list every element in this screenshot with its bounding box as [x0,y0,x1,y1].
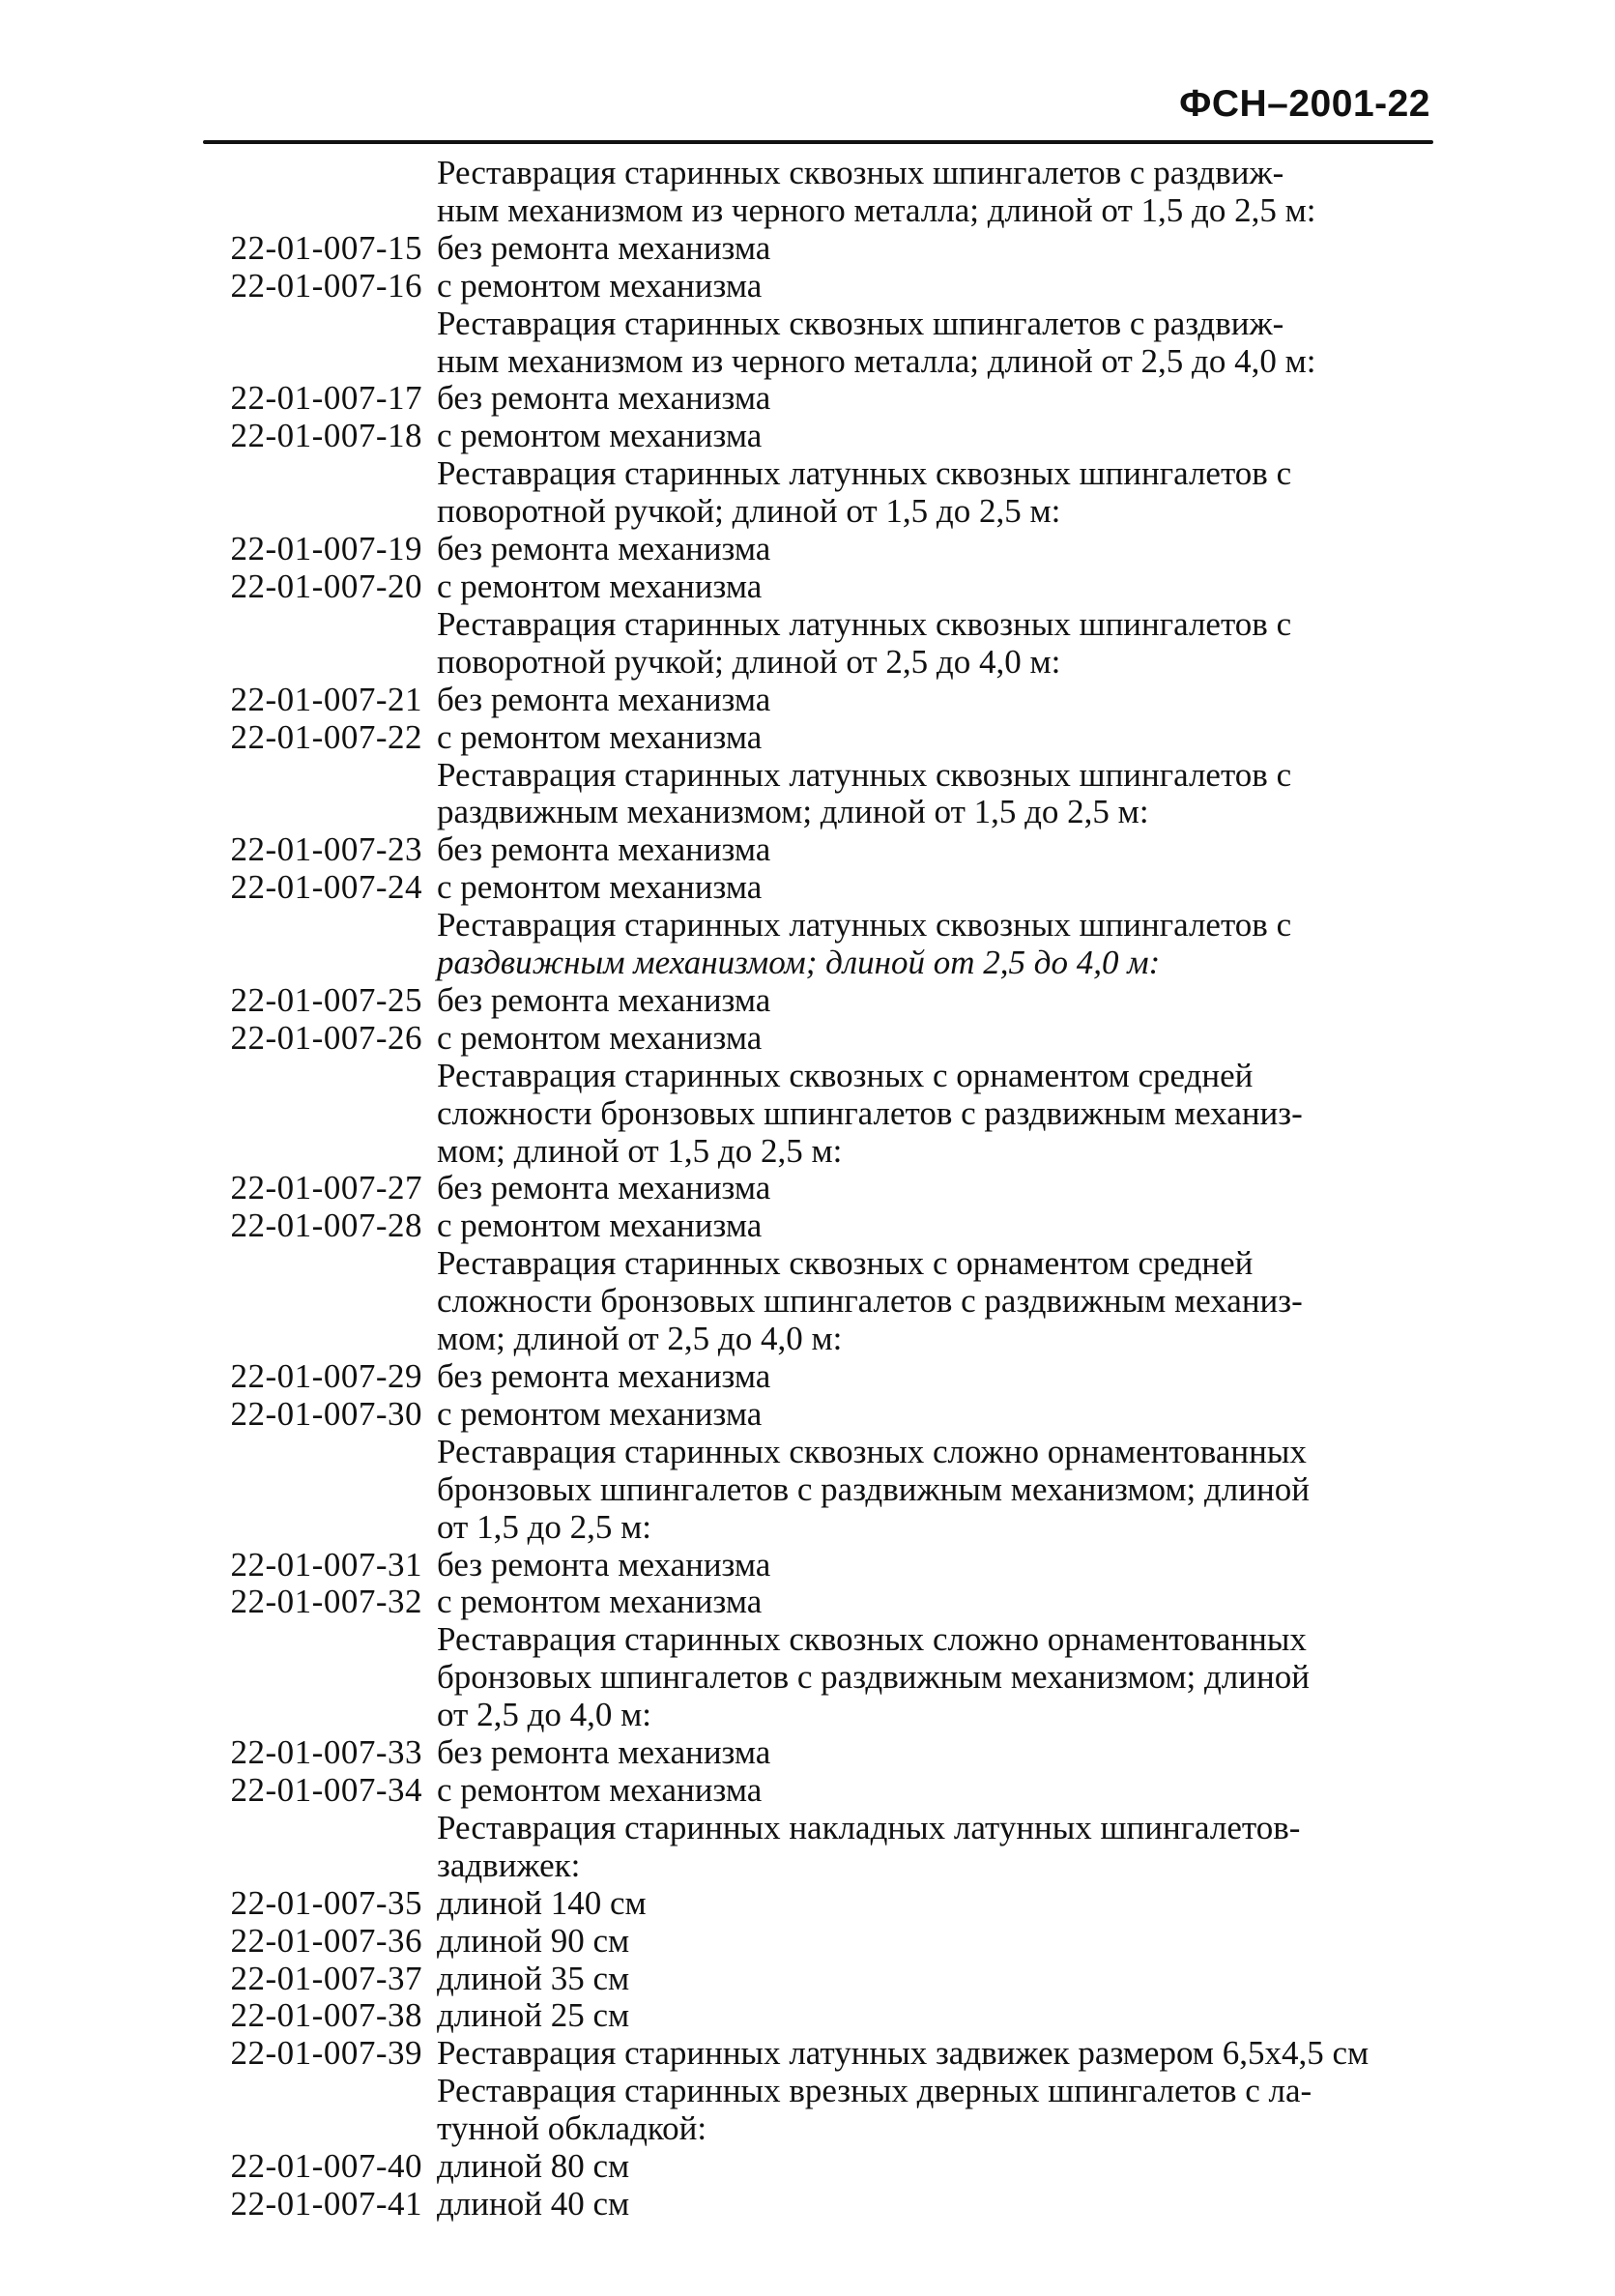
section-heading-line [0,1471,1615,1509]
rate-description: с ремонтом механизма [437,266,763,305]
rate-description: без ремонта механизма [437,1733,771,1772]
rate-description: тунной обкладкой: [437,2109,707,2148]
section-heading-line [0,1133,1615,1171]
rate-description: Реставрация старинных латунных сквозных шпингалетов с [437,906,1292,945]
rate-description: от 2,5 до 4,0 м: [437,1696,652,1734]
rate-row [0,568,1615,606]
rate-description: без ремонта механизма [437,1545,771,1584]
rate-description: поворотной ручкой; длиной от 1,5 до 2,5 м: [437,492,1061,531]
section-heading-line [0,1058,1615,1095]
rate-code: 22-01-007-16 [230,266,422,305]
rate-code: 22-01-007-17 [230,379,422,418]
rate-row [0,682,1615,719]
rate-description: с ремонтом механизма [437,1583,763,1621]
rate-code: 22-01-007-41 [230,2184,422,2223]
rate-row [0,1396,1615,1434]
rate-description: поворотной ручкой; длиной от 2,5 до 4,0 м: [437,642,1061,681]
rate-row [0,1547,1615,1584]
rate-code: 22-01-007-23 [230,830,422,869]
rate-description: Реставрация старинных накладных латунных шпингалетов- [437,1808,1301,1846]
rate-row [0,230,1615,268]
rate-description: без ремонта механизма [437,980,771,1019]
rate-description: Реставрация старинных сквозных с орнаментом средней [437,1244,1254,1283]
section-heading-line [0,794,1615,831]
rate-code: 22-01-007-38 [230,1996,422,2035]
rate-description: без ремонта механизма [437,530,771,568]
rate-row [0,719,1615,757]
rate-description: длиной 90 см [437,1921,630,1960]
section-heading-line [0,192,1615,230]
rate-code: 22-01-007-26 [230,1018,422,1057]
rate-description: с ремонтом механизма [437,868,763,907]
rate-description: без ремонта механизма [437,228,771,267]
rate-row [0,1923,1615,1961]
section-heading-line [0,305,1615,343]
section-heading-line [0,1659,1615,1697]
section-heading-line [0,1283,1615,1321]
rate-code: 22-01-007-22 [230,717,422,756]
section-heading-line [0,1697,1615,1734]
document-code-header: ФСН–2001-22 [1179,83,1430,125]
rate-description: сложности бронзовых шпингалетов с раздвижным механиз- [437,1282,1303,1321]
rate-description: Реставрация старинных сквозных шпингалетов с раздвиж- [437,154,1284,191]
rate-code: 22-01-007-27 [230,1169,422,1207]
rate-description: длиной 80 см [437,2147,630,2186]
section-heading-line [0,757,1615,795]
rate-code: 22-01-007-39 [230,2034,422,2073]
rate-code: 22-01-007-21 [230,680,422,718]
rate-code: 22-01-007-15 [230,228,422,267]
rate-row [0,2148,1615,2186]
rate-row [0,268,1615,305]
section-heading-line [0,155,1615,192]
rate-code: 22-01-007-37 [230,1959,422,1997]
rate-row [0,1020,1615,1058]
rate-row [0,869,1615,907]
rate-row [0,418,1615,455]
rate-description: Реставрация старинных сквозных сложно орнаментованных [437,1432,1307,1470]
rate-description: сложности бронзовых шпингалетов с раздвижным механиз- [437,1093,1303,1132]
rate-row [0,1885,1615,1923]
rate-row [0,1170,1615,1207]
rate-description: без ремонта механизма [437,830,771,869]
rate-description: без ремонта механизма [437,379,771,418]
rate-description: с ремонтом механизма [437,717,763,756]
rate-row [0,2186,1615,2223]
section-heading-line [0,1810,1615,1847]
section-heading-line [0,455,1615,493]
rate-description: Реставрация старинных латунных сквозных шпингалетов с [437,604,1292,643]
rate-row [0,531,1615,568]
rate-code: 22-01-007-24 [230,868,422,907]
rate-row [0,1997,1615,2035]
section-heading-line [0,945,1615,982]
rate-code: 22-01-007-35 [230,1883,422,1922]
rate-description: длиной 35 см [437,1959,630,1997]
rate-description: с ремонтом механизма [437,417,763,455]
rate-code: 22-01-007-29 [230,1357,422,1395]
rate-code: 22-01-007-19 [230,530,422,568]
rate-row [0,1584,1615,1621]
rate-description: без ремонта механизма [437,1169,771,1207]
rate-code: 22-01-007-32 [230,1583,422,1621]
rate-description: длиной 40 см [437,2184,630,2223]
rate-code: 22-01-007-34 [230,1770,422,1809]
section-heading-line [0,1321,1615,1358]
rate-code: 22-01-007-40 [230,2147,422,2186]
rate-description: с ремонтом механизма [437,1394,763,1433]
rate-row [0,1961,1615,1998]
rate-description: без ремонта механизма [437,1357,771,1395]
rate-row [0,1207,1615,1245]
rate-code: 22-01-007-33 [230,1733,422,1772]
rate-code: 22-01-007-30 [230,1394,422,1433]
rate-row [0,1772,1615,1810]
rate-description: с ремонтом механизма [437,1770,763,1809]
rate-description: с ремонтом механизма [437,1206,763,1245]
section-heading-line [0,1434,1615,1471]
rate-description: Реставрация старинных сквозных сложно орнаментованных [437,1620,1307,1659]
rate-code: 22-01-007-20 [230,567,422,605]
rate-row [0,1734,1615,1772]
rate-code: 22-01-007-28 [230,1206,422,1245]
rate-description: длиной 140 см [437,1883,647,1922]
rate-description: Реставрация старинных сквозных шпингалетов с раздвиж- [437,304,1284,342]
rate-description: Реставрация старинных латунных сквозных шпингалетов с [437,454,1292,493]
rate-description: Реставрация старинных латунных задвижек размером 6,5x4,5 см [437,2034,1370,2073]
rate-row [0,1358,1615,1396]
rate-description: Реставрация старинных сквозных с орнаментом средней [437,1056,1254,1094]
section-heading-line [0,343,1615,381]
rate-row [0,380,1615,418]
rate-description: с ремонтом механизма [437,1018,763,1057]
section-heading-line [0,1095,1615,1133]
section-heading-line [0,493,1615,531]
rate-description: длиной 25 см [437,1996,630,2035]
rate-description: Реставрация старинных латунных сквозных шпингалетов с [437,755,1292,794]
rate-description: задвижек: [437,1846,581,1884]
rate-row [0,982,1615,1020]
rate-description: без ремонта механизма [437,680,771,718]
rate-description: от 1,5 до 2,5 м: [437,1507,652,1546]
section-heading-line [0,1245,1615,1283]
rate-description: мом; длиной от 1,5 до 2,5 м: [437,1131,843,1170]
rate-description: бронзовых шпингалетов с раздвижным механизмом; длиной [437,1658,1310,1697]
section-heading-line [0,907,1615,945]
rate-description: Реставрация старинных врезных дверных шпингалетов с ла- [437,2072,1312,2110]
rate-description: мом; длиной от 2,5 до 4,0 м: [437,1320,843,1358]
rate-description: ным механизмом из черного металла; длиной от 2,5 до 4,0 м: [437,341,1316,380]
section-heading-line [0,606,1615,644]
section-heading-line [0,644,1615,682]
header-rule [203,140,1433,144]
section-heading-line [0,2110,1615,2148]
section-heading-line [0,1621,1615,1659]
section-heading-line [0,1847,1615,1885]
rate-row [0,831,1615,869]
rate-code: 22-01-007-36 [230,1921,422,1960]
section-heading-line [0,2073,1615,2110]
rate-code: 22-01-007-31 [230,1545,422,1584]
section-heading-line [0,1509,1615,1547]
rate-row [0,2035,1615,2073]
rate-code: 22-01-007-18 [230,417,422,455]
rate-description: раздвижным механизмом; длиной от 1,5 до 2,5 м: [437,793,1149,831]
rate-list [0,155,1615,2223]
rate-description: ным механизмом из черного металла; длиной от 1,5 до 2,5 м: [437,190,1316,229]
rate-description: бронзовых шпингалетов с раздвижным механизмом; длиной [437,1469,1310,1508]
rate-description: с ремонтом механизма [437,567,763,605]
rate-code: 22-01-007-25 [230,980,422,1019]
rate-description: раздвижным механизмом; длиной от 2,5 до 4,0 м: [437,944,1161,982]
